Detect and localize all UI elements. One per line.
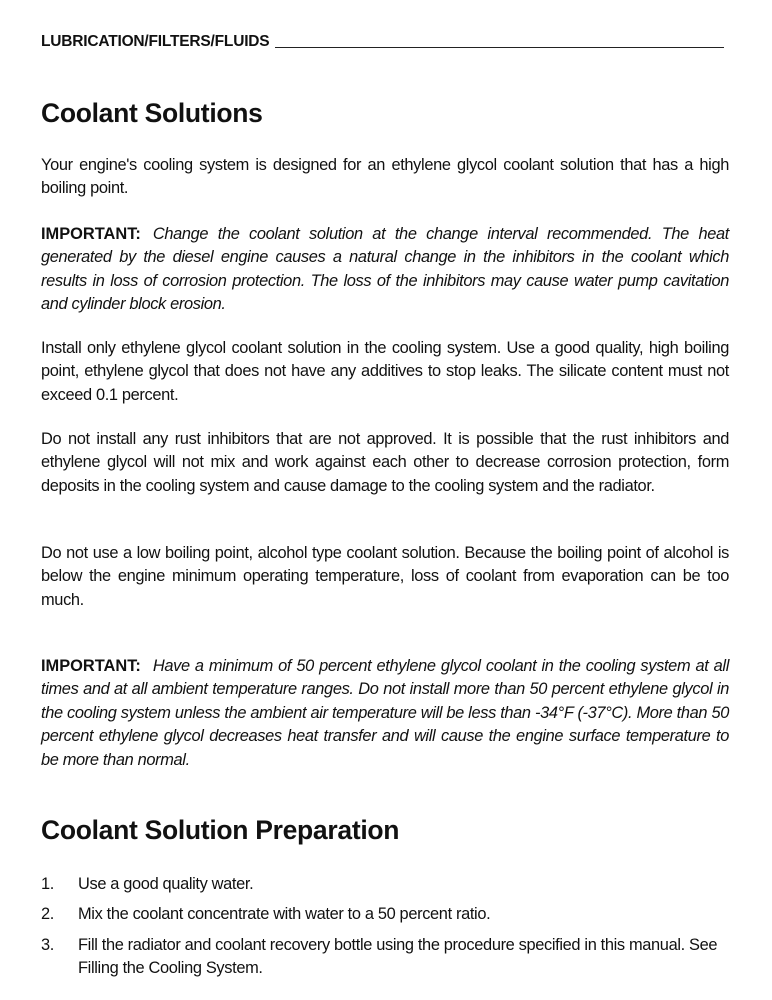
step-text: Fill the radiator and coolant recovery bottle using the procedure specified in this manual. See Filling the Cooling System.: [78, 935, 718, 978]
paragraph-alcohol-coolant: [41, 542, 729, 612]
running-head: [41, 33, 724, 51]
step-text: Mix the coolant concentrate with water to a 50 percent ratio.: [78, 905, 491, 924]
list-item: [41, 903, 731, 926]
paragraph-rust-inhibitors: [41, 428, 729, 498]
paragraph-text: Do not use a low boiling point, alcohol type coolant solution. Because the boiling point of alcohol is below the engine minimum operating temperature, loss of coolant from evaporation can be too much.: [41, 544, 729, 609]
list-item: [41, 934, 731, 981]
paragraph-install-glycol: [41, 337, 729, 407]
step-text: Use a good quality water.: [78, 875, 254, 893]
running-head-rule: [275, 47, 724, 48]
paragraph-text: Your engine's cooling system is designed for an ethylene glycol coolant solution that has a high boiling point.: [41, 156, 729, 198]
important-text: Have a minimum of 50 percent ethylene glycol coolant in the cooling system at all times and at all ambient temperature ranges. Do not install more than 50 percent ethylene glycol in the cooling system unless the ambient air temperature will be less than -34°F (-37°C). More than 50 percent ethylene glycol decreases heat transfer and will cause the engine surface temperature to be more than normal.: [41, 657, 729, 769]
list-item: [41, 873, 731, 896]
paragraph-intro: [41, 154, 729, 201]
paragraph-text: Install only ethylene glycol coolant solution in the cooling system. Use a good quality, high boiling point, ethylene glycol that does not have any additives to stop leaks. The silicate content must not exceed 0.1 percent.: [41, 339, 729, 404]
section-title-coolant-solutions: Coolant Solutions: [41, 98, 263, 128]
important-label: IMPORTANT:: [41, 657, 141, 675]
important-label: IMPORTANT:: [41, 225, 141, 243]
important-note-change-interval: [41, 223, 729, 317]
important-text: Change the coolant solution at the change interval recommended. The heat generated by the diesel engine causes a natural change in the inhibitors in the coolant which results in loss of corrosion protection. The loss of the inhibitors may cause water pump cavitation and cylinder block erosion.: [41, 225, 729, 314]
step-number: 3.: [41, 935, 54, 954]
step-number: 2.: [41, 905, 54, 924]
running-head-text: LUBRICATION/FILTERS/FLUIDS: [41, 33, 270, 50]
step-number: 1.: [41, 875, 54, 893]
preparation-steps-list: [41, 873, 731, 988]
important-note-glycol-minimum: [41, 655, 729, 772]
paragraph-text: Do not install any rust inhibitors that are not approved. It is possible that the rust inhibitors and ethylene glycol will not mix and work against each other to decrease corrosion protection, form deposits in the cooling system and cause damage to the cooling system and the radiator.: [41, 430, 729, 495]
section-title-coolant-preparation: Coolant Solution Preparation: [41, 815, 400, 845]
